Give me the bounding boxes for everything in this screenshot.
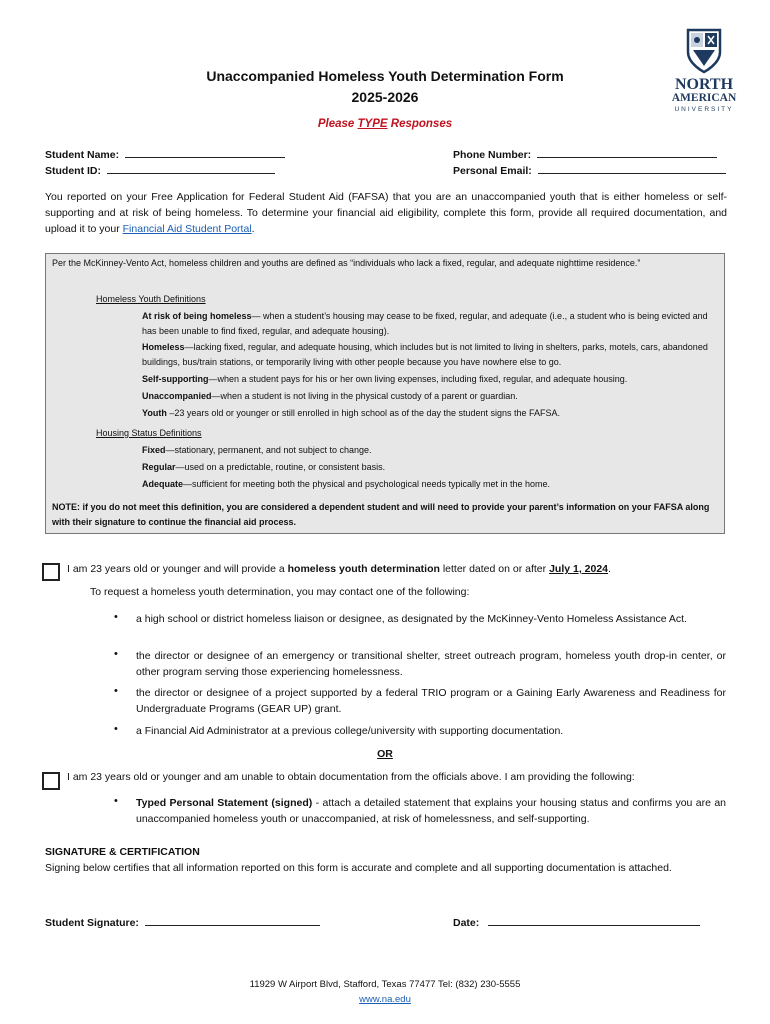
logo-line-university: UNIVERSITY bbox=[674, 106, 734, 113]
definitions-intro: Per the McKinney-Vento Act, homeless children and youths are defined as “individuals who lack a fixed, regular, and adequate nighttime residence.” bbox=[52, 258, 641, 268]
phone-label: Phone Number: bbox=[453, 149, 532, 161]
date-label: Date: bbox=[453, 917, 480, 929]
date-row bbox=[453, 914, 700, 929]
shield-crest-icon bbox=[684, 26, 724, 74]
contact-bullet-4: a Financial Aid Administrator at a previous college/university with supporting documentation. bbox=[136, 725, 564, 737]
student-id-input[interactable] bbox=[107, 162, 275, 174]
option1-text: I am 23 years old or younger and will provide a homeless youth determination letter dated on or after July 1, 2024. bbox=[67, 563, 611, 575]
date-input[interactable] bbox=[488, 914, 700, 926]
type-instruction: Please TYPE Responses bbox=[317, 118, 453, 130]
def-self-supporting: Self-supporting—when a student pays for his or her own living expenses, including fixed, regular, and adequate housing. bbox=[142, 374, 628, 384]
signature-certification-text: Signing below certifies that all information reported on this form is accurate and complete and all supporting documentation is attached. bbox=[45, 862, 672, 874]
website-link[interactable]: www.na.edu bbox=[359, 994, 411, 1005]
intro-paragraph: You reported on your Free Application for Federal Student Aid (FAFSA) that you are an unaccompanied youth that is either homeless or self-supporting and at risk of being homeless. To determine your financial aid eligibility, complete this form, provide all required documentation, and upload it to your Financial Aid Student Portal. bbox=[45, 191, 727, 235]
email-row bbox=[453, 162, 726, 177]
def-adequate: Adequate—sufficient for meeting both the physical and psychological needs typically met in the home. bbox=[142, 479, 551, 489]
footer-address: 11929 W Airport Blvd, Stafford, Texas 77477 Tel: (832) 230-5555 bbox=[249, 979, 521, 990]
portal-link[interactable]: Financial Aid Student Portal bbox=[122, 223, 252, 235]
def-youth: Youth –23 years old or younger or still enrolled in high school as of the day the student signs the FAFSA. bbox=[142, 408, 561, 418]
bullet-dot: • bbox=[114, 685, 118, 697]
bullet-dot: • bbox=[114, 648, 118, 660]
bullet-dot: • bbox=[114, 795, 118, 807]
contact-bullet-3: the director or designee of a project supported by a federal TRIO program or a Gaining Early Awareness and Readiness for Undergraduate Programs (GEAR UP) grant. bbox=[136, 687, 726, 715]
bullet-dot: • bbox=[114, 611, 118, 623]
contact-bullet-1: a high school or district homeless liaison or designee, as designated by the McKinney-Vento Homeless Assistance Act. bbox=[136, 613, 687, 625]
student-id-row bbox=[45, 162, 275, 177]
student-signature-input[interactable] bbox=[145, 914, 320, 926]
logo-line-north: NORTH bbox=[674, 76, 734, 93]
email-input[interactable] bbox=[538, 162, 726, 174]
contact-intro: To request a homeless youth determination, you may contact one of the following: bbox=[90, 586, 470, 598]
student-signature-label: Student Signature: bbox=[45, 917, 139, 929]
or-separator: OR bbox=[377, 748, 393, 760]
student-name-label: Student Name: bbox=[45, 149, 120, 161]
form-year: 2025-2026 bbox=[351, 89, 419, 105]
phone-input[interactable] bbox=[537, 146, 717, 158]
definitions-note: NOTE: if you do not meet this definition, you are considered a dependent student and will need to provide your parent’s information on your FAFSA along with their signature to continue the financial aid process. bbox=[52, 502, 710, 527]
contact-bullet-2: the director or designee of an emergency or transitional shelter, street outreach program, homeless youth drop-in center, or other program serving those experiencing homelessness. bbox=[136, 650, 726, 678]
housing-definitions-heading: Housing Status Definitions bbox=[96, 428, 202, 438]
footer-website-wrap bbox=[0, 994, 770, 1005]
student-id-label: Student ID: bbox=[45, 165, 101, 177]
student-name-row bbox=[45, 146, 285, 161]
option2-checkbox[interactable] bbox=[42, 772, 60, 790]
definitions-box bbox=[45, 253, 725, 534]
def-at-risk: At risk of being homeless— when a student’s housing may cease to be fixed, regular, and adequate (i.e., a student who is being evicted and has been unable to find fixed, regular, and adequate housing). bbox=[142, 311, 708, 336]
email-label: Personal Email: bbox=[453, 165, 532, 177]
def-homeless: Homeless—lacking fixed, regular, and adequate housing, which includes but is not limited to living in shelters, parks, motels, cars, abandoned buildings, bus/train stations, or temporarily living with other people because you have nowhere else to go. bbox=[142, 342, 708, 367]
def-regular: Regular—used on a predictable, routine, or consistent basis. bbox=[142, 462, 386, 472]
option1-checkbox[interactable] bbox=[42, 563, 60, 581]
def-fixed: Fixed—stationary, permanent, and not subject to change. bbox=[142, 445, 372, 455]
bullet-dot: • bbox=[114, 723, 118, 735]
youth-definitions-heading: Homeless Youth Definitions bbox=[96, 294, 206, 304]
personal-statement-bullet: Typed Personal Statement (signed) - attach a detailed statement that explains your housing status and confirms you are an unaccompanied homeless youth or unaccompanied, at risk of homelessness, and self-supporting. bbox=[136, 797, 726, 825]
student-name-input[interactable] bbox=[125, 146, 285, 158]
student-signature-row bbox=[45, 914, 320, 929]
form-title: Unaccompanied Homeless Youth Determination Form bbox=[206, 68, 564, 84]
signature-heading: SIGNATURE & CERTIFICATION bbox=[45, 846, 200, 858]
def-unaccompanied: Unaccompanied—when a student is not living in the physical custody of a parent or guardian. bbox=[142, 391, 518, 401]
logo-line-american: AMERICAN bbox=[671, 92, 737, 104]
option2-text: I am 23 years old or younger and am unable to obtain documentation from the officials above. I am providing the following: bbox=[67, 771, 635, 783]
phone-row bbox=[453, 146, 717, 161]
